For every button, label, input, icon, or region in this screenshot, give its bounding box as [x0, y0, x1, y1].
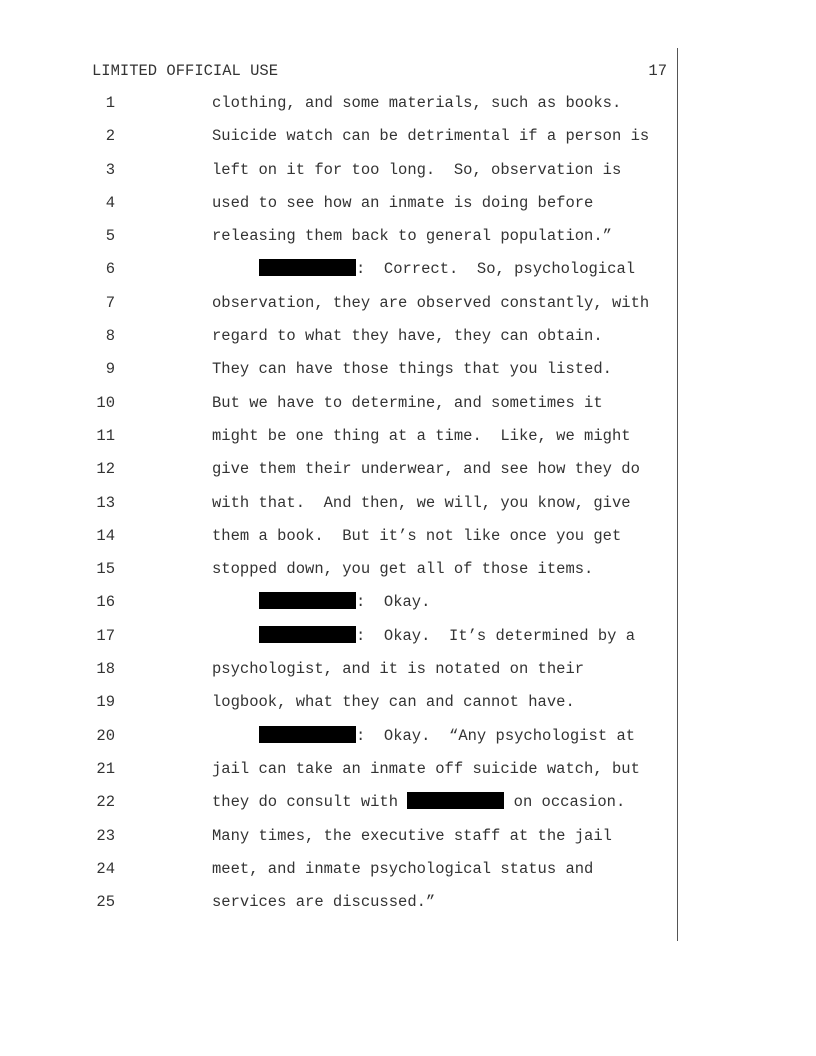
line-text: services are discussed.”	[212, 893, 436, 912]
transcript-line	[0, 891, 816, 924]
line-number: 17	[96, 626, 115, 645]
transcript-line	[0, 225, 816, 258]
line-number: 13	[96, 493, 115, 512]
speaker-utterance: : Okay.	[356, 593, 431, 612]
line-number: 4	[105, 193, 115, 212]
line-text: clothing, and some materials, such as books.	[212, 94, 622, 112]
line-number: 20	[96, 726, 115, 745]
line-text	[212, 258, 635, 280]
transcript-line	[0, 325, 816, 358]
line-number: 8	[105, 327, 115, 346]
line-text: psychologist, and it is notated on their	[212, 660, 585, 679]
line-text	[212, 625, 635, 647]
line-text-before-redaction: they do consult with	[212, 793, 408, 812]
line-text	[212, 725, 635, 747]
line-number: 1	[105, 94, 115, 112]
transcript-line	[0, 125, 816, 158]
line-text: might be one thing at a time. Like, we might	[212, 426, 631, 445]
classification-label: LIMITED OFFICIAL USE	[92, 62, 279, 80]
transcript-line	[0, 525, 816, 558]
line-number: 21	[96, 759, 115, 778]
line-number: 14	[96, 526, 115, 545]
line-text: logbook, what they can and cannot have.	[212, 693, 575, 712]
transcript-body	[0, 92, 816, 924]
line-text: them a book. But it’s not like once you get	[212, 526, 622, 545]
line-text: But we have to determine, and sometimes it	[212, 393, 603, 412]
redacted-speaker-name	[259, 259, 356, 276]
transcript-line	[0, 625, 816, 658]
transcript-line	[0, 691, 816, 724]
line-number: 24	[96, 859, 115, 878]
line-text: give them their underwear, and see how they do	[212, 460, 640, 479]
line-text-after-redaction: on occasion.	[504, 793, 626, 812]
line-number: 15	[96, 560, 115, 579]
transcript-line	[0, 858, 816, 891]
line-text	[212, 791, 625, 813]
line-text	[212, 591, 430, 613]
line-number: 5	[105, 227, 115, 246]
transcript-line	[0, 292, 816, 325]
transcript-line	[0, 492, 816, 525]
page-number: 17	[648, 62, 667, 80]
line-number: 2	[105, 127, 115, 146]
line-text: meet, and inmate psychological status and	[212, 859, 594, 878]
line-text: Many times, the executive staff at the jail	[212, 826, 612, 845]
transcript-line	[0, 558, 816, 591]
transcript-line	[0, 458, 816, 491]
transcript-line	[0, 258, 816, 291]
line-text: left on it for too long. So, observation is	[212, 160, 622, 179]
line-text: regard to what they have, they can obtain.	[212, 327, 603, 346]
line-number: 6	[105, 260, 115, 279]
line-number: 11	[96, 426, 115, 445]
redacted-speaker-name	[259, 592, 356, 609]
redacted-speaker-name	[259, 726, 356, 743]
redacted-name	[407, 792, 504, 809]
line-number: 16	[96, 593, 115, 612]
line-number: 25	[96, 893, 115, 912]
line-text: used to see how an inmate is doing before	[212, 193, 594, 212]
line-number: 12	[96, 460, 115, 479]
line-number: 9	[105, 360, 115, 379]
transcript-line	[0, 425, 816, 458]
line-number: 23	[96, 826, 115, 845]
line-text: releasing them back to general population.”	[212, 227, 612, 246]
redacted-speaker-name	[259, 626, 356, 643]
line-text: with that. And then, we will, you know, give	[212, 493, 631, 512]
line-number: 3	[105, 160, 115, 179]
line-number: 10	[96, 393, 115, 412]
transcript-line	[0, 591, 816, 624]
line-number: 18	[96, 660, 115, 679]
line-number: 22	[96, 793, 115, 812]
line-text: They can have those things that you listed.	[212, 360, 612, 379]
line-text: Suicide watch can be detrimental if a person is	[212, 127, 650, 146]
transcript-line	[0, 658, 816, 691]
transcript-line	[0, 92, 816, 125]
line-number: 7	[105, 293, 115, 312]
page-header	[92, 61, 667, 81]
transcript-line	[0, 758, 816, 791]
line-text: jail can take an inmate off suicide watch, but	[212, 759, 640, 778]
line-number: 19	[96, 693, 115, 712]
transcript-line	[0, 159, 816, 192]
line-text: observation, they are observed constantly, with	[212, 293, 650, 312]
transcript-line	[0, 392, 816, 425]
transcript-line	[0, 725, 816, 758]
transcript-line	[0, 192, 816, 225]
speaker-utterance: : Okay. It’s determined by a	[356, 626, 636, 645]
line-text: stopped down, you get all of those items.	[212, 560, 594, 579]
speaker-utterance: : Correct. So, psychological	[356, 260, 636, 279]
transcript-line	[0, 358, 816, 391]
transcript-line	[0, 825, 816, 858]
transcript-line	[0, 791, 816, 824]
speaker-utterance: : Okay. “Any psychologist at	[356, 726, 636, 745]
